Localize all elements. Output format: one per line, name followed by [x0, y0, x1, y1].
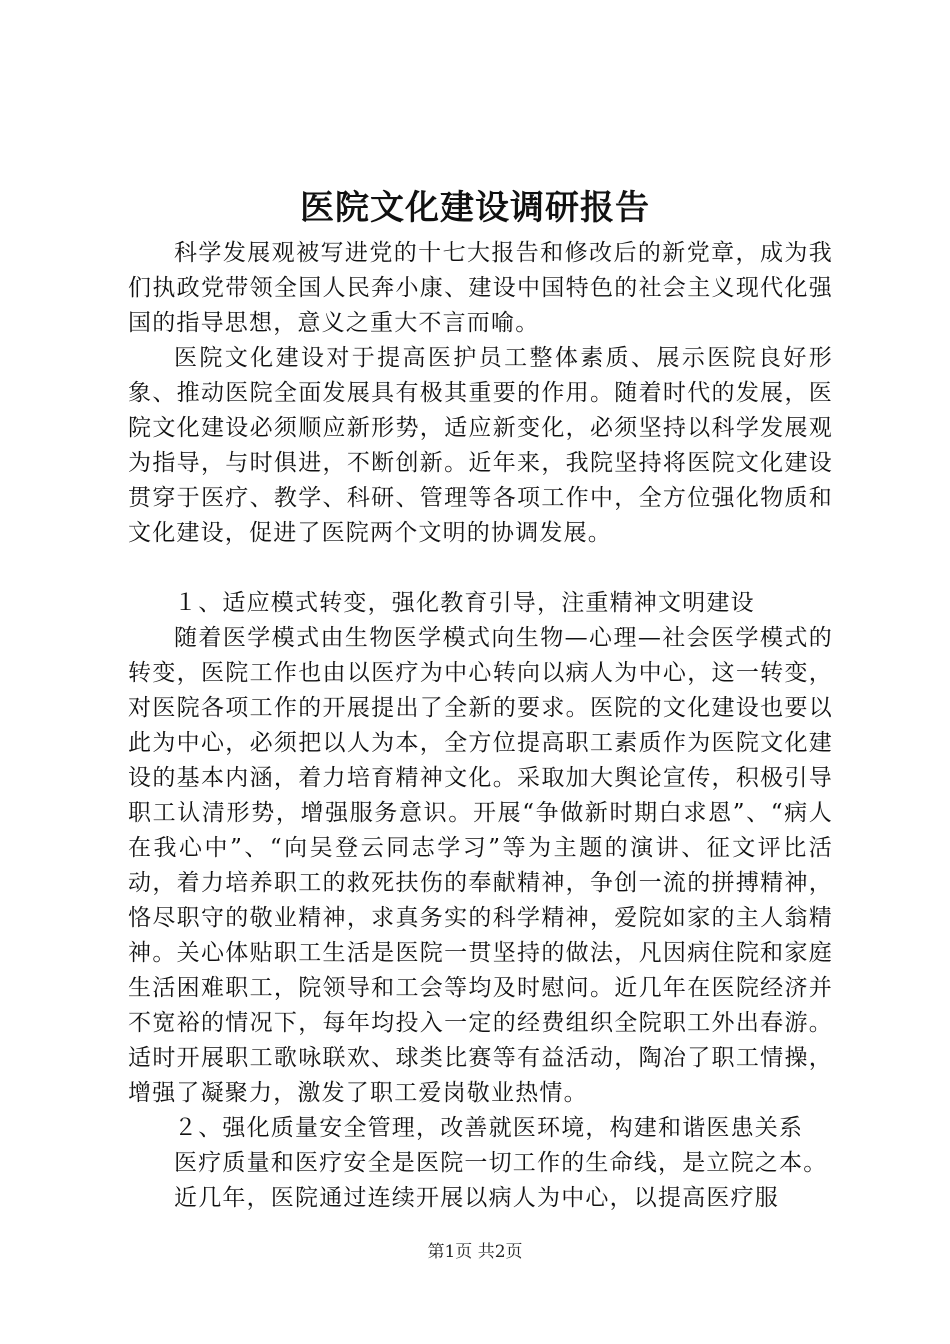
paragraph-overview: 医院文化建设对于提高医护员工整体素质、展示医院良好形象、推动医院全面发展具有极其重要的作用。随着时代的发展，医院文化建设必须顺应新形势，适应新变化，必须坚持以科学发展观为指导，与时俱进，不断创新。近年来，我院坚持将医院文化建设贯穿于医疗、教学、科研、管理等各项工作中，全方位强化物质和文化建设，促进了医院两个文明的协调发展。 — [128, 345, 833, 546]
paragraph-gap — [128, 551, 833, 586]
paragraph-recent-years: 近几年，医院通过连续开展以病人为中心，以提高医疗服 — [174, 1185, 779, 1211]
paragraph-section-1: 随着医学模式由生物医学模式向生物—心理—社会医学模式的转变，医院工作也由以医疗为中心转向以病人为中心，这一转变，对医院各项工作的开展提出了全新的要求。医院的文化建设也要以此为中心，必须把以人为本，全方位提高职工素质作为医院文化建设的基本内涵，着力培育精神文化。采取加大舆论宣传，积极引导职工认清形势，增强服务意识。开展“争做新时期白求恩”、“病人在我心中”、“向吴登云同志学习”等为主题的演讲、征文评比活动，着力培养职工的救死扶伤的奉献精神，争创一流的拼搏精神，恪尽职守的敬业精神，求真务实的科学精神，爱院如家的主人翁精神。关心体贴职工生活是医院一贯坚持的做法，凡因病住院和家庭生活困难职工，院领导和工会等均及时慰问。近几年在医院经济并不宽裕的情况下，每年均投入一定的经费组织全院职工外出春游。适时开展职工歌咏联欢、球类比赛等有益活动，陶冶了职工情操，增强了凝聚力，激发了职工爱岗敬业热情。 — [128, 625, 833, 1106]
document-body — [128, 236, 833, 1216]
page-number-footer: 第1页 共2页 — [427, 1242, 523, 1262]
paragraph-quality: 医疗质量和医疗安全是医院一切工作的生命线，是立院之本。 — [174, 1150, 828, 1176]
section-heading-1: １、适应模式转变，强化教育引导，注重精神文明建设 — [174, 590, 755, 616]
paragraph-intro: 科学发展观被写进党的十七大报告和修改后的新党章，成为我们执政党带领全国人民奔小康、建设中国特色的社会主义现代化强国的指导思想，意义之重大不言而喻。 — [128, 240, 833, 336]
section-heading-2: ２、强化质量安全管理，改善就医环境，构建和谐医患关系 — [174, 1115, 804, 1141]
document-title: 医院文化建设调研报告 — [300, 188, 650, 228]
